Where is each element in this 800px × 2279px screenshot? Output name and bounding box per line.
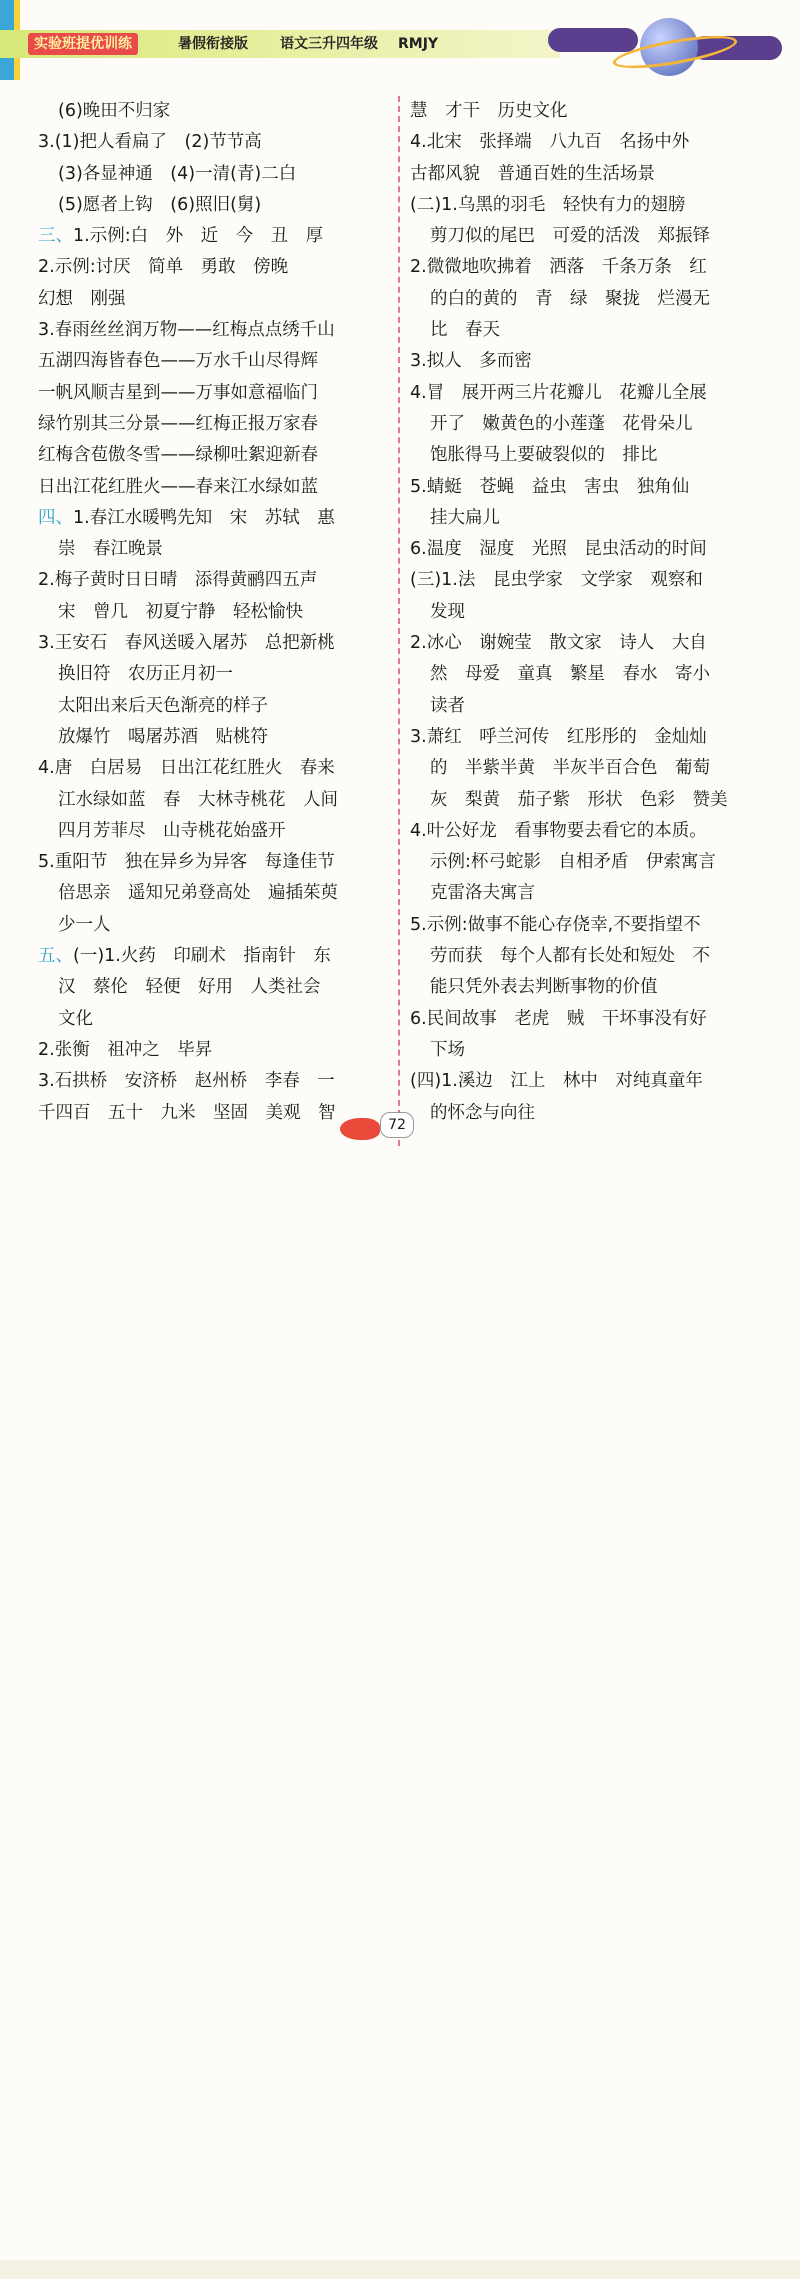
answer-line	[410, 847, 764, 878]
answer-text: 发现	[430, 601, 465, 622]
answer-text: 3.石拱桥 安济桥 赵州桥 李春 一	[38, 1071, 335, 1092]
page-number: 72	[380, 1112, 414, 1138]
answer-line	[410, 472, 764, 503]
answer-text: 1.春江水暖鸭先知 宋 苏轼 惠	[73, 507, 335, 528]
series-title: 实验班提优训练	[28, 33, 138, 55]
section-number: 三、	[38, 226, 73, 247]
answer-text: 汉 蔡伦 轻便 好用 人类社会	[58, 977, 321, 998]
answer-line	[38, 597, 388, 628]
answer-text: 五湖四海皆春色——万水千山尽得辉	[38, 351, 318, 372]
answer-line	[410, 440, 764, 471]
answer-text: 能只凭外表去判断事物的价值	[430, 977, 658, 998]
answer-text: 幻想 刚强	[38, 288, 126, 309]
answer-line	[38, 534, 388, 565]
answer-text: 3.萧红 呼兰河传 红彤彤的 金灿灿	[410, 726, 707, 747]
answer-line	[38, 252, 388, 283]
answer-text: 少一人	[58, 914, 111, 935]
answer-text: 宋 曾几 初夏宁静 轻松愉快	[58, 601, 303, 622]
answer-line	[410, 722, 764, 753]
answer-line	[410, 659, 764, 690]
answer-line	[38, 753, 388, 784]
answer-text: (二)1.乌黑的羽毛 轻快有力的翅膀	[410, 194, 686, 215]
answer-line	[410, 972, 764, 1003]
answer-text: 文化	[58, 1008, 93, 1029]
header-edition: RMJY	[398, 36, 439, 52]
answer-text: 1.示例:白 外 近 今 丑 厚	[73, 226, 324, 247]
answer-text: 5.重阳节 独在异乡为异客 每逢佳节	[38, 852, 335, 873]
answer-text: 的怀念与向往	[430, 1102, 535, 1123]
answer-line	[410, 159, 764, 190]
answer-text: 下场	[430, 1039, 465, 1060]
answer-line	[38, 628, 388, 659]
answer-text: 劳而获 每个人都有长处和短处 不	[430, 946, 710, 967]
answer-line	[410, 503, 764, 534]
answer-line	[410, 284, 764, 315]
answer-text: 示例:杯弓蛇影 自相矛盾 伊索寓言	[430, 852, 716, 873]
answer-text: (四)1.溪边 江上 林中 对纯真童年	[410, 1071, 703, 1092]
answer-text: 2.张衡 祖冲之 毕昇	[38, 1039, 213, 1060]
answer-line	[38, 691, 388, 722]
answer-text: 读者	[430, 695, 465, 716]
answer-line	[410, 1035, 764, 1066]
answer-text: 古都风貌 普通百姓的生活场景	[410, 163, 655, 184]
section-number: 五、	[38, 946, 73, 967]
answer-text: 2.冰心 谢婉莹 散文家 诗人 大自	[410, 633, 707, 654]
answer-line	[38, 159, 388, 190]
column-divider	[398, 96, 400, 1146]
answer-text: (6)晚田不归家	[58, 101, 171, 121]
answer-text: 3.王安石 春风送暖入屠苏 总把新桃	[38, 633, 335, 654]
submarine-fish-icon	[340, 1118, 380, 1140]
answer-line	[38, 440, 388, 471]
answer-line	[38, 878, 388, 909]
answer-line	[410, 1004, 764, 1035]
answer-text: 一帆风顺吉星到——万事如意福临门	[38, 382, 318, 403]
footer-band	[0, 2260, 800, 2279]
answer-text: 崇 春江晚景	[58, 539, 163, 560]
answer-line	[410, 816, 764, 847]
answer-line	[38, 190, 388, 221]
answer-text: 4.叶公好龙 看事物要去看它的本质。	[410, 820, 707, 841]
answer-text: 3.拟人 多而密	[410, 351, 532, 372]
answer-text: 换旧符 农历正月初一	[58, 664, 233, 685]
answer-line	[38, 503, 388, 534]
answer-text: 克雷洛夫寓言	[430, 883, 535, 904]
answer-line	[410, 941, 764, 972]
answer-line	[410, 785, 764, 816]
answer-text: 红梅含苞傲冬雪——绿柳吐絮迎新春	[38, 445, 318, 466]
answer-text: 日出江花红胜火——春来江水绿如蓝	[38, 476, 318, 497]
answer-text: 4.冒 展开两三片花瓣儿 花瓣儿全展	[410, 382, 707, 403]
answer-text: 5.蜻蜓 苍蝇 益虫 害虫 独角仙	[410, 476, 690, 497]
page-header	[0, 0, 800, 70]
answer-text: 灰 梨黄 茄子紫 形状 色彩 赞美	[430, 789, 728, 810]
answer-text: 6.温度 湿度 光照 昆虫活动的时间	[410, 539, 707, 560]
answer-line	[410, 409, 764, 440]
answer-line	[38, 409, 388, 440]
answer-line	[410, 96, 764, 127]
answer-line	[38, 785, 388, 816]
answer-line	[38, 941, 388, 972]
answer-line	[410, 252, 764, 283]
answer-line	[410, 691, 764, 722]
answer-line	[38, 565, 388, 596]
answer-text: 慧 才干 历史文化	[410, 101, 568, 121]
answer-text: 剪刀似的尾巴 可爱的活泼 郑振铎	[430, 226, 710, 247]
answer-line	[38, 910, 388, 941]
answer-line	[410, 910, 764, 941]
answer-line	[38, 816, 388, 847]
answer-text: (三)1.法 昆虫学家 文学家 观察和	[410, 570, 703, 591]
answer-text: 2.示例:讨厌 简单 勇敢 傍晚	[38, 257, 289, 278]
answer-line	[38, 659, 388, 690]
answer-line	[410, 534, 764, 565]
answer-line	[410, 628, 764, 659]
answer-text: 6.民间故事 老虎 贼 干坏事没有好	[410, 1008, 707, 1029]
answer-line	[410, 315, 764, 346]
answer-line	[38, 127, 388, 158]
answer-line	[38, 1004, 388, 1035]
answer-text: 饱胀得马上要破裂似的 排比	[430, 445, 658, 466]
decor-wing-left	[548, 28, 638, 52]
answer-text: 倍思亲 遥知兄弟登高处 遍插茱萸	[58, 883, 338, 904]
answer-line	[38, 284, 388, 315]
answer-text: 千四百 五十 九米 坚固 美观 智	[38, 1102, 336, 1123]
answer-line	[410, 878, 764, 909]
answer-text: 的 半紫半黄 半灰半百合色 葡萄	[430, 758, 710, 779]
section-number: 四、	[38, 507, 73, 528]
answer-text: 4.北宋 张择端 八九百 名扬中外	[410, 132, 690, 153]
answer-line	[410, 378, 764, 409]
answer-column-right	[410, 96, 764, 1129]
answer-line	[38, 972, 388, 1003]
answer-text: 开了 嫩黄色的小莲蓬 花骨朵儿	[430, 413, 693, 434]
answer-text: (5)愿者上钩 (6)照旧(舅)	[58, 194, 262, 215]
answer-text: 2.梅子黄时日日晴 添得黄鹂四五声	[38, 570, 318, 591]
answer-text: 3.春雨丝丝润万物——红梅点点绣千山	[38, 320, 335, 341]
answer-text: 四月芳菲尽 山寺桃花始盛开	[58, 820, 286, 841]
answer-line	[410, 221, 764, 252]
answer-text: 3.(1)把人看扁了 (2)节节高	[38, 132, 262, 153]
answer-text: 比 春天	[430, 320, 500, 341]
answer-text: (一)1.火药 印刷术 指南针 东	[73, 946, 331, 967]
answer-line	[38, 346, 388, 377]
answer-text: 5.示例:做事不能心存侥幸,不要指望不	[410, 914, 701, 935]
answer-text: (3)各显神通 (4)一清(青)二白	[58, 163, 297, 184]
answer-line	[38, 847, 388, 878]
answer-text: 然 母爱 童真 繁星 春水 寄小	[430, 664, 710, 685]
answer-text: 4.唐 白居易 日出江花红胜火 春来	[38, 758, 335, 779]
answer-line	[38, 1035, 388, 1066]
answer-line	[410, 1066, 764, 1097]
answer-column-left	[38, 96, 388, 1129]
answer-line	[38, 1066, 388, 1097]
answer-text: 的白的黄的 青 绿 聚拢 烂漫无	[430, 288, 710, 309]
answer-line	[410, 565, 764, 596]
answer-text: 挂大扁儿	[430, 507, 500, 528]
header-subtitle: 暑假衔接版	[178, 36, 248, 52]
answer-text: 太阳出来后天色渐亮的样子	[58, 695, 268, 716]
answer-line	[410, 346, 764, 377]
answer-line	[38, 378, 388, 409]
answer-text: 绿竹别其三分景——红梅正报万家春	[38, 413, 318, 434]
answer-text: 放爆竹 喝屠苏酒 贴桃符	[58, 726, 268, 747]
answer-line	[410, 597, 764, 628]
answer-line	[410, 190, 764, 221]
answer-line	[38, 722, 388, 753]
answer-line	[38, 221, 388, 252]
answer-line	[38, 96, 388, 127]
header-grade: 语文三升四年级	[280, 36, 378, 52]
answer-text: 2.微微地吹拂着 洒落 千条万条 红	[410, 257, 707, 278]
answer-line	[410, 127, 764, 158]
answer-line	[410, 753, 764, 784]
answer-line	[38, 472, 388, 503]
answer-line	[38, 315, 388, 346]
answer-text: 江水绿如蓝 春 大林寺桃花 人间	[58, 789, 338, 810]
